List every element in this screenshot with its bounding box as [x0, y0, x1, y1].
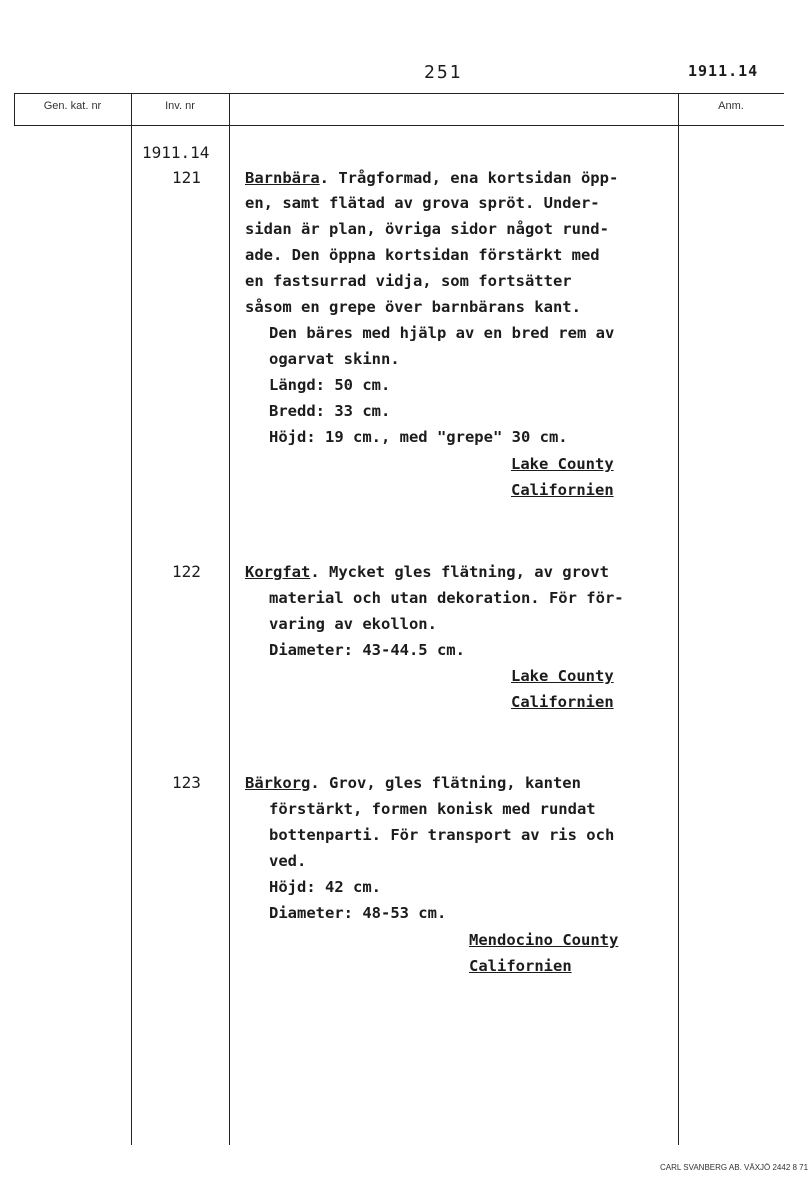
entry-line: . Grov, gles flätning, kanten: [310, 774, 581, 792]
entry-title: Korgfat: [245, 563, 311, 581]
entry-location-county: Mendocino County: [469, 931, 619, 949]
inv-number: 121: [172, 168, 201, 187]
entry-line: Den bäres med hjälp av en bred rem av: [269, 324, 615, 342]
entry-location-county: Lake County: [511, 667, 614, 685]
entry-dimension: Längd: 50 cm.: [269, 376, 391, 394]
entry-line: . Mycket gles flätning, av grovt: [310, 563, 609, 581]
page-number: 251: [424, 62, 463, 83]
entry-line: en fastsurrad vidja, som fortsätter: [245, 272, 572, 290]
entry-dimension: Bredd: 33 cm.: [269, 402, 391, 420]
entry-location-state: Californien: [511, 693, 614, 711]
entry-line: varing av ekollon.: [269, 615, 437, 633]
inv-number: 122: [172, 562, 201, 581]
entry-dimension: Höjd: 42 cm.: [269, 878, 381, 896]
entry-line: förstärkt, formen konisk med rundat: [269, 800, 596, 818]
header-code: 1911.14: [688, 62, 759, 80]
entry-dimension: Diameter: 48-53 cm.: [269, 904, 447, 922]
entry-line: ved.: [269, 852, 307, 870]
entry-line: ogarvat skinn.: [269, 350, 400, 368]
entry-dimension: Höjd: 19 cm., med "grepe" 30 cm.: [269, 428, 568, 446]
printer-mark: CARL SVANBERG AB. VÄXJÖ 2442 8 71: [660, 1163, 808, 1172]
table-top-rule: [14, 93, 784, 94]
entry-location-state: Californien: [511, 481, 614, 499]
entry-title: Barnbära: [245, 169, 320, 187]
entry-line: . Trågformad, ena kortsidan öpp-: [319, 169, 619, 187]
column-header-inv-nr: Inv. nr: [165, 100, 195, 112]
entry-first-line: [245, 773, 581, 793]
entry-line: material och utan dekoration. För för-: [269, 589, 624, 607]
entry-line: sidan är plan, övriga sidor något rund-: [245, 220, 609, 238]
entry-line: såsom en grepe över barnbärans kant.: [245, 298, 581, 316]
col-divider-1: [131, 93, 132, 1145]
column-header-anm: Anm.: [718, 100, 744, 112]
column-header-gen-kat-nr: Gen. kat. nr: [43, 100, 102, 112]
entry-line: bottenparti. För transport av ris och: [269, 826, 615, 844]
entry-first-line: [245, 168, 618, 188]
entry-line: ade. Den öppna kortsidan förstärkt med: [245, 246, 600, 264]
inv-number: 123: [172, 773, 201, 792]
entry-location-state: Californien: [469, 957, 572, 975]
entry-location-county: Lake County: [511, 455, 614, 473]
col-divider-2: [229, 93, 230, 1145]
entry-line: en, samt flätad av grova spröt. Under-: [245, 194, 600, 212]
inventory-year: 1911.14: [142, 143, 210, 162]
entry-dimension: Diameter: 43-44.5 cm.: [269, 641, 465, 659]
col-divider-3: [678, 93, 679, 1145]
entry-first-line: [245, 562, 609, 582]
entry-title: Bärkorg: [245, 774, 311, 792]
table-header-rule: [14, 125, 784, 126]
